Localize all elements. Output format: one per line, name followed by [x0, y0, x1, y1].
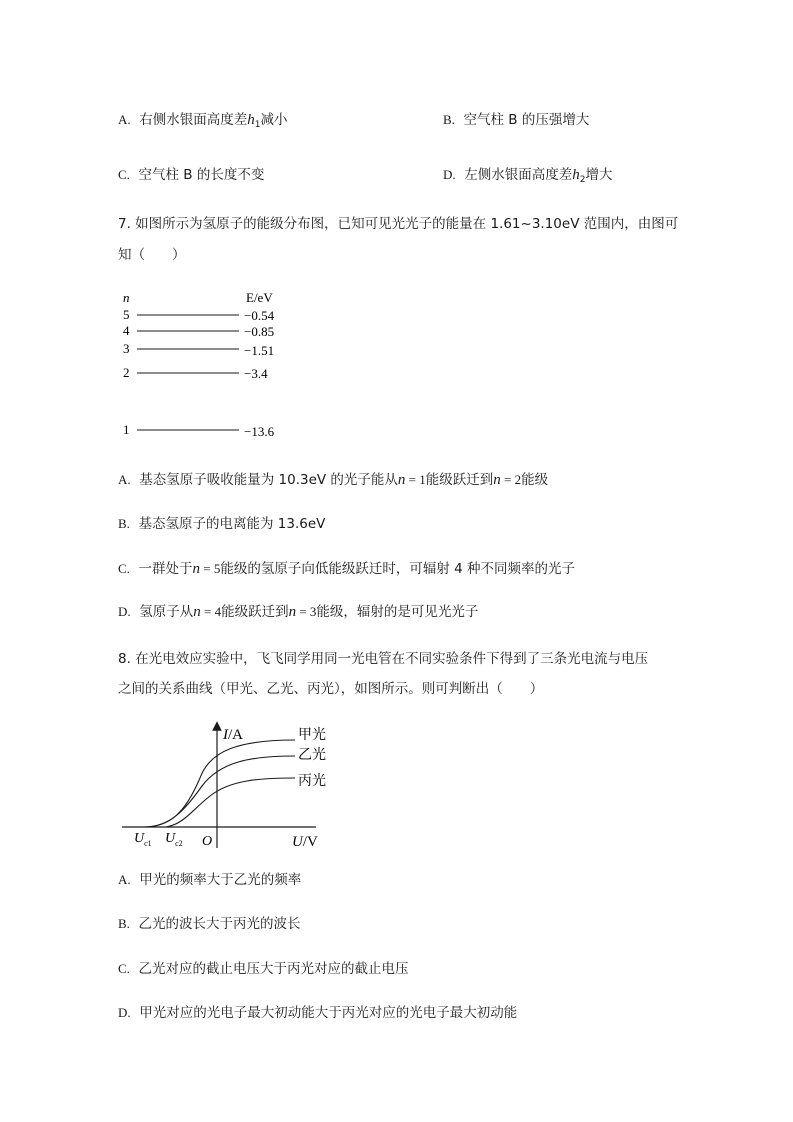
- uc2-label: [165, 831, 183, 848]
- uc1-var: U: [134, 831, 145, 846]
- option-text: 减小: [260, 112, 288, 128]
- equation: = 1: [405, 472, 426, 487]
- q8-option-a: [118, 868, 301, 888]
- var-n: n: [193, 604, 201, 620]
- level-n: 1: [123, 422, 130, 437]
- option-text: 增大: [585, 167, 613, 183]
- level-n: 2: [123, 365, 130, 380]
- option-text: 能级，辐射的是可见光光子: [316, 604, 479, 620]
- x-axis-label: [292, 834, 318, 850]
- q6-option-d: [443, 163, 612, 185]
- option-text: 空气柱 B 的长度不变: [138, 167, 265, 183]
- q8-stem-line1: 8. 在光电效应实验中，飞飞同学用同一光电管在不同实验条件下得到了三条光电流与电压: [118, 651, 649, 667]
- y-axis-var: I: [223, 727, 228, 743]
- option-label: A.: [118, 472, 131, 487]
- option-label: B.: [443, 112, 455, 127]
- var-h: h: [572, 167, 580, 183]
- q8-option-c: [118, 957, 409, 977]
- option-text: 空气柱 B 的压强增大: [463, 112, 590, 128]
- option-label: D.: [443, 167, 456, 182]
- option-label: C.: [118, 167, 130, 182]
- subscript: 1: [254, 120, 261, 130]
- option-text: 乙光对应的截止电压大于丙光对应的截止电压: [138, 961, 409, 977]
- curve-label-bing: 丙光: [298, 774, 326, 789]
- uc1-subscript: c1: [144, 839, 152, 848]
- equation: = 4: [200, 604, 222, 619]
- x-axis-var: U: [292, 834, 303, 850]
- level-energy: −3.4: [244, 366, 268, 381]
- option-label: A.: [118, 872, 131, 887]
- level-n: 5: [123, 307, 130, 322]
- option-text: 左侧水银面高度差: [464, 167, 573, 183]
- option-text: 能级的氢原子向低能级跃迁时，可辐射 4 种不同频率的光子: [220, 561, 576, 577]
- option-text: 能级跃迁到: [425, 472, 494, 488]
- q8-option-d: [118, 1001, 517, 1021]
- uc2-var: U: [165, 831, 176, 846]
- photoelectric-iv-graph: [110, 718, 350, 854]
- subscript: 2: [579, 175, 586, 185]
- option-text: 基态氢原子吸收能量为 10.3eV 的光子能从: [139, 472, 398, 488]
- equation: = 2: [500, 472, 522, 487]
- q7-option-a: [118, 468, 548, 489]
- q8-stem-line2: 之间的关系曲线（甲光、乙光、丙光），如图所示。则可判断出（ ）: [118, 681, 544, 697]
- equation: = 3: [296, 604, 317, 619]
- q6-option-b: [443, 108, 589, 128]
- curve-label-jia: 甲光: [298, 728, 326, 743]
- q6-option-a: [118, 108, 287, 130]
- option-label: D.: [118, 604, 131, 619]
- option-label: A.: [118, 112, 131, 127]
- level-n: 3: [123, 341, 130, 356]
- equation: = 5: [200, 561, 221, 576]
- q7-option-b: [118, 512, 325, 532]
- energy-level-diagram: [110, 283, 310, 443]
- option-label: C.: [118, 561, 130, 576]
- uc1-label: [134, 831, 152, 848]
- q7-option-c: [118, 557, 575, 578]
- var-n: n: [288, 604, 297, 620]
- energy-axis-label: E/eV: [246, 290, 273, 305]
- q7-stem-line2: 知（ ）: [118, 247, 186, 263]
- n-axis-label: n: [123, 290, 130, 305]
- curve-jia: [144, 740, 295, 827]
- var-n: n: [493, 472, 501, 488]
- q6-option-c: [118, 163, 264, 183]
- y-axis-label: [222, 727, 243, 743]
- option-text: 甲光的频率大于乙光的频率: [139, 872, 302, 888]
- option-label: B.: [118, 516, 130, 531]
- level-energy: −0.54: [244, 308, 275, 323]
- option-text: 一群处于: [138, 561, 193, 577]
- option-text: 氢原子从: [139, 604, 194, 620]
- curve-label-yi: 乙光: [298, 748, 326, 763]
- option-text: 基态氢原子的电离能为 13.6eV: [138, 516, 326, 532]
- option-label: C.: [118, 961, 130, 976]
- uc2-subscript: c2: [175, 839, 183, 848]
- option-label: D.: [118, 1005, 131, 1020]
- option-text: 能级: [521, 472, 549, 488]
- curve-yi: [144, 756, 295, 827]
- level-n: 4: [123, 323, 130, 338]
- q8-option-b: [118, 912, 301, 932]
- y-axis-unit: /A: [228, 727, 243, 743]
- option-text: 能级跃迁到: [221, 604, 289, 620]
- q7-stem-line1: 7. 如图所示为氢原子的能级分布图，已知可见光光子的能量在 1.61~3.10eV 范围内，由图可: [118, 216, 679, 232]
- option-label: B.: [118, 916, 130, 931]
- x-axis-unit: /V: [302, 834, 318, 850]
- level-energy: −1.51: [244, 343, 275, 358]
- curve-bing: [166, 778, 295, 827]
- option-text: 右侧水银面高度差: [139, 112, 248, 128]
- option-text: 甲光对应的光电子最大初动能大于丙光对应的光电子最大初动能: [139, 1005, 518, 1021]
- var-n: n: [397, 472, 406, 488]
- origin-label: O: [202, 834, 213, 849]
- var-h: h: [247, 112, 255, 128]
- q7-option-d: [118, 600, 478, 621]
- option-text: 乙光的波长大于丙光的波长: [138, 916, 301, 932]
- level-energy: −0.85: [244, 324, 275, 339]
- level-energy: −13.6: [244, 424, 275, 439]
- var-n: n: [192, 561, 201, 577]
